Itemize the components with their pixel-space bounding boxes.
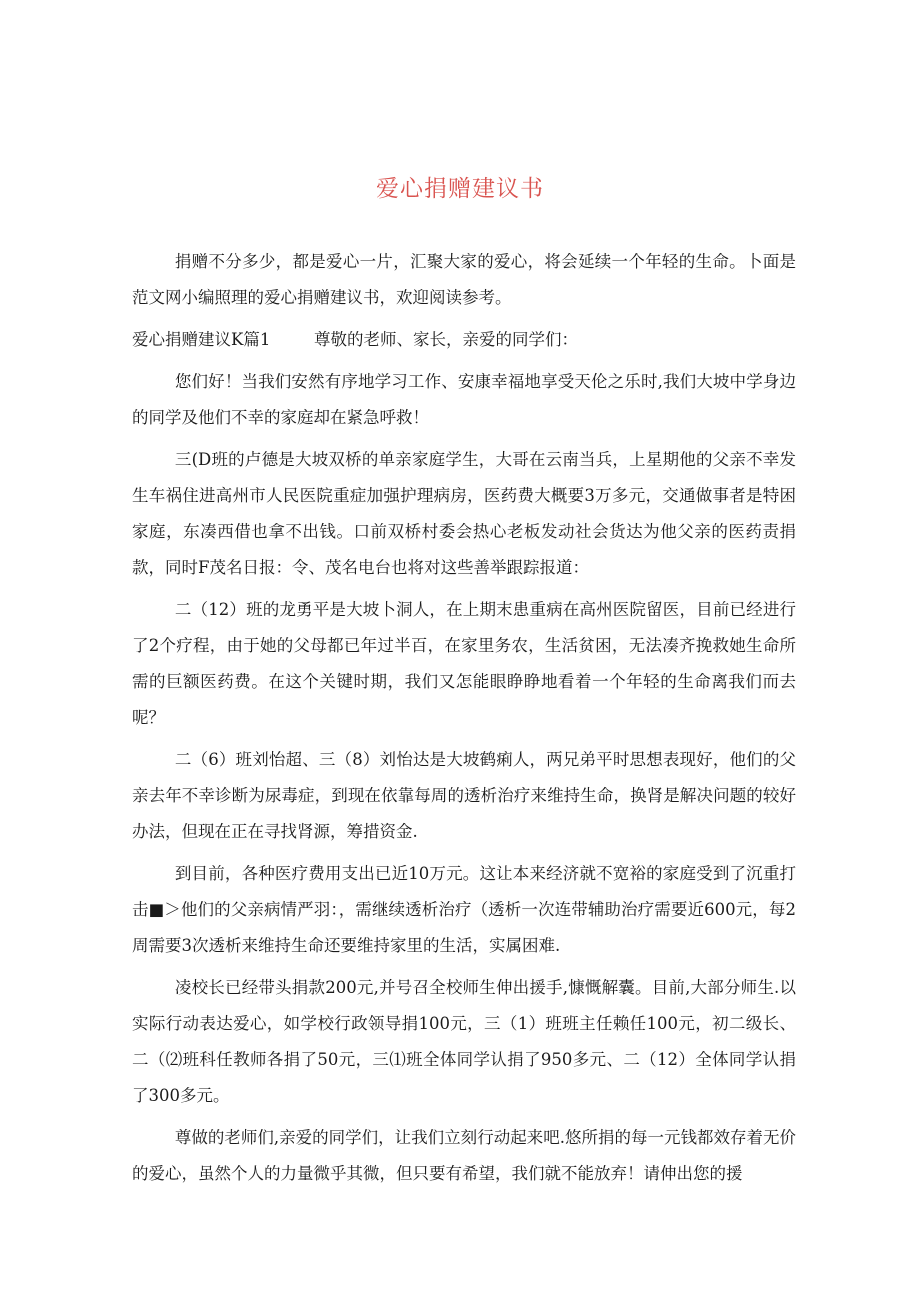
paragraph-donations: 凌校长已经带头捐款200元,并号召全校师生伸出援手,慷慨解囊。目前,大部分师生.以实际行动表达爱心，如学校行政领导捐100元，三（1）班班主任赖任100元，初二级长、二（⑵班科任教师各捐了50元，三⑴班全体同学认捐了950多元、二（12）全体同学认捐了300多元。 [132,978,796,1105]
paragraph-medical-costs: 到目前，各种医疗费用支出已近10万元。这让本来经济就不宽裕的家庭受到了沉重打击■＞他们的父亲病情严羽：，需继续透析治疗（透析一次连带辅助治疗需要近600元，每2周需要3次透析来维持生命还要维持家里的生活，实属困难. [132,864,796,955]
paragraph-liu-brothers: 二（6）班刘怡超、三（8）刘怡达是大坡鹤痢人，两兄弟平时思想表现好，他们的父亲去年不幸诊断为尿毒症，到现在依靠每周的透析治疗来维持生命，换肾是解决问题的较好办法，但现在正在寻找肾源，筹措资金. [132,750,796,841]
section-heading [132,322,796,358]
paragraph-long-yongping: 二（12）班的龙勇平是大坡卜洞人，在上期末患重病在高州医院留医，目前已经进行了2个疗程，由于她的父母都已年过半百，在家里务农，生活贫困，无法凑齐挽救她生命所需的巨额医药费。在这个关键时期，我们又怎能眼睁睁地看着一个年轻的生命离我们而去呢？ [132,600,796,727]
document-title: 爱心捐赠建议书 [376,176,544,202]
section-heading-label: 爱心捐赠建议K篇1 [132,330,271,349]
paragraph-appeal: 尊做的老师们,亲爱的同学们，让我们立刻行动起来吧.悠所捐的每一元钱都效存着无价的爱心，虽然个人的力量微乎其微，但只要有希望，我们就不能放弃！请伸出您的援 [132,1128,796,1183]
paragraph-lu-de: 三(D班的卢德是大坡双桥的单亲家庭学生，大哥在云南当兵，上星期他的父亲不幸发生车祸住进高州市人民医院重症加强护理病房，医药费大概要3万多元，交通做事者是特困家庭，东凑西借也拿不出钱。口前双桥村委会热心老板发动社会货达为他父亲的医药责捐款，同时F茂名日报：令、茂名电台也将对这些善举跟踪报道： [132,450,796,577]
intro-paragraph: 捐赠不分多少，都是爱心一片，汇聚大家的爱心，将会延续一个年轻的生命。卜面是范文网小编照理的爱心捐赠建议书，欢迎阅读参考。 [132,252,796,307]
paragraph-greeting: 您们好！当我们安然有序地学习工作、安康幸福地享受天伦之乐时,我们大坡中学身边的同学及他们不幸的家庭却在紧急呼救！ [132,372,796,427]
document-body [132,244,796,1198]
salutation: 尊敬的老师、家长，亲爱的同学们： [314,330,578,349]
